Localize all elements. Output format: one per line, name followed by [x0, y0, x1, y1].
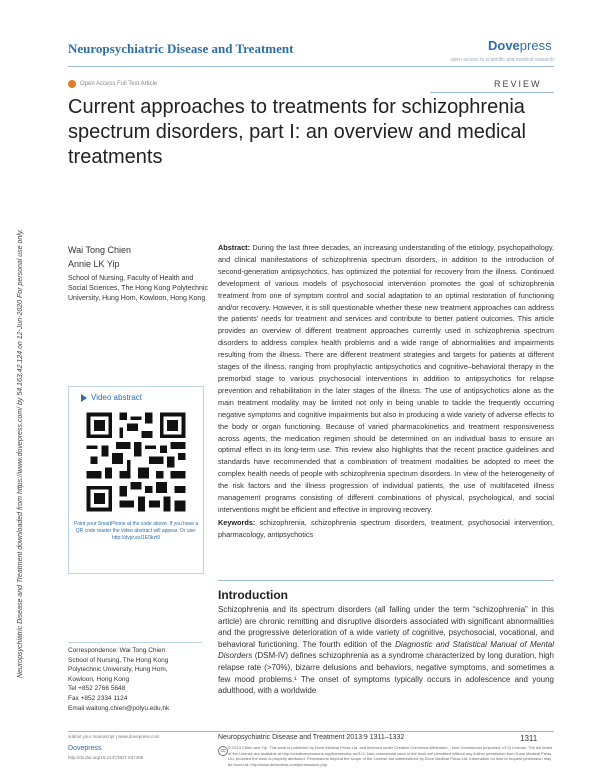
article-type-divider	[430, 92, 554, 93]
open-access-label: Open Access Full Text Article	[80, 81, 158, 87]
publisher-logo[interactable]	[488, 38, 552, 53]
correspondence-email[interactable]: Email waitong.chien@polyu.edu.hk	[68, 704, 170, 712]
video-abstract-label[interactable]	[81, 393, 142, 402]
submit-link[interactable]: submit your manuscript | www.dovepress.com	[68, 734, 160, 739]
video-abstract-text: Video abstract	[91, 393, 142, 402]
qr-code-icon[interactable]	[83, 409, 189, 515]
article-type: REVIEW	[494, 79, 542, 89]
introduction-italic: Diagnostic and Statistical Manual of Mental Disorders	[218, 639, 554, 661]
introduction-text: (DSM-IV) defines schizophrenia as a syndrome characterized by long duration, high relapse rate (>70%), bizarre delusions and behaviors, negative symptoms, and sometimes a few mood problems.¹ The onset of symptoms typically occurs in adolescence and young adulthood, with a worldwide	[218, 651, 554, 696]
publisher-logo-light: press	[519, 38, 552, 53]
correspondence-line: Kowloon, Hong Kong	[68, 675, 130, 683]
download-notice	[4, 118, 38, 678]
correspondence-line: Polytechnic University, Hung Hom,	[68, 666, 168, 674]
abstract-label: Abstract:	[218, 243, 251, 252]
abstract	[218, 242, 554, 541]
open-access-badge	[68, 80, 157, 88]
footer-divider	[68, 731, 554, 732]
correspondence-label: Correspondence: Wai Tong Chien	[68, 647, 166, 654]
author-name: Annie LK Yip	[68, 259, 120, 269]
introduction-text: Schizophrenia and its spectrum disorders (all falling under the term “schizophrenia” in this article) are chronic remitting and disruptive disorders associated with significant abnormalities and the progressive deterioration of a wide variety of cognitive, psychosocial, vocational, and behavioral functioning. The fourth edition of the	[218, 605, 554, 649]
article-title: Current approaches to treatments for schizophrenia spectrum disorders, part I: an overview and medical treatments	[68, 96, 526, 168]
correspondence-line: Tel +852 2766 5648	[68, 685, 126, 693]
play-icon	[81, 394, 87, 402]
introduction-divider	[218, 580, 554, 581]
footer-brand[interactable]: Dovepress	[68, 745, 102, 752]
author-list	[68, 243, 131, 271]
publisher-tagline: open access to scientific and medical research	[450, 57, 554, 63]
affiliation: School of Nursing, Faculty of Health and Social Sciences, The Hong Kong Polytechnic University, Hung Hom, Kowloon, Hong Kong	[68, 275, 208, 302]
correspondence	[68, 646, 208, 713]
keywords	[218, 517, 554, 541]
creative-commons-icon: cc	[218, 746, 228, 756]
correspondence-line: Fax +852 2334 1124	[68, 694, 128, 702]
journal-name: Neuropsychiatric Disease and Treatment	[68, 41, 294, 56]
publisher-logo-bold: Dove	[488, 38, 520, 53]
license-text: © 2013 Chien and Yip. This work is published by Dove Medical Press Ltd, and licensed under Creative Commons Attribution – Non Commercial (unported, v3.0) License. The full terms of the License are available at http://creativecommons.org/licenses/by-nc/3.0/. Non-commercial uses of the work are permitted without any further permission from Dove Medical Press Ltd, provided the work is properly attributed. Permissions beyond the scope of the License are administered by Dove Medical Press Ltd. Information on how to request permission may be found at: http://www.dovepress.com/permissions.php	[228, 745, 553, 767]
download-notice-text: Neuropsychiatric Disease and Treatment downloaded from https://www.dovepress.com/ by 54.163.42.124 on 12-Jun-2020 For personal use only.	[17, 229, 24, 678]
keywords-label: Keywords:	[218, 517, 256, 527]
video-abstract-box[interactable]	[68, 386, 204, 574]
video-abstract-note: Point your SmartPhone at the code above. If you have a QR code reader the video abstract will appear. Or use: http://dvpr.es/1E0kzt9	[73, 521, 199, 541]
footer-journal: Neuropsychiatric Disease and Treatment 2013:9 1311–1332	[218, 734, 405, 741]
correspondence-line: School of Nursing, The Hong Kong	[68, 656, 169, 664]
author-name: Wai Tong Chien	[68, 245, 132, 255]
header-divider	[68, 66, 554, 67]
page-number: 1311	[520, 734, 538, 743]
correspondence-divider	[68, 642, 202, 643]
keywords-text: schizophrenia, schizophrenia spectrum disorders, treatment, psychosocial intervention, pharmacology, antipsychotics	[218, 517, 554, 539]
abstract-text: During the last three decades, an increasing understanding of the etiology, psychopathology, and clinical manifestations of schizophrenia spectrum disorders, in addition to the introduction of second-generation antipsychotics, has optimized the potential for recovery from the illness. Continued development of various models of psychosocial intervention promotes the goal of schizophrenia treatment from one of symptom control and social adaptation to an optimal restoration of functioning and/or recovery. However, it is still questionable whether these new treatment approaches can address the patients' needs for treatment and services and contribute to better patient outcomes. This article provides an overview of different treatment approaches currently used in schizophrenia spectrum disorders to address complex health problems and a wide range of abnormalities and impairments resulting from the illness. There are different treatment strategies and targets for patients at different stages of the illness, ranging from prophylactic antipsychotics and cognitive–behavioral therapy in the premorbid stage to various psychosocial interventions in addition to antipsychotics for relapse prevention and rehabilitation in the later stages of the illness. The use of antipsychotics alone as the main treatment modality may be limited not only in being unable to tackle the frequently occurring negative symptoms and cognitive impairments but also in producing a wide variety of adverse effects to the body or organ functioning. Because of varied pharmacokinetics and treatment responsiveness across agents, the medication regimen should be determined on an individual basis to ensure an optimal effect in its long-term use. This review also highlights that the recent practice guidelines and standards have recommended that a combination of treatment modalities be adopted to meet the complex health needs of people with schizophrenia spectrum disorders. In view of the heterogeneity of the risk factors and the illness progression of individual patients, the use of multifaceted illness management programs consisting of different combinations of physical, psychological, and social interventions might be efficient and effective in improving recovery.	[218, 243, 554, 514]
introduction-paragraph	[218, 604, 554, 697]
open-access-icon	[68, 80, 76, 88]
introduction-heading: Introduction	[218, 588, 288, 602]
doi-link[interactable]: http://dx.doi.org/10.2147/NDT.S37485	[68, 755, 144, 760]
